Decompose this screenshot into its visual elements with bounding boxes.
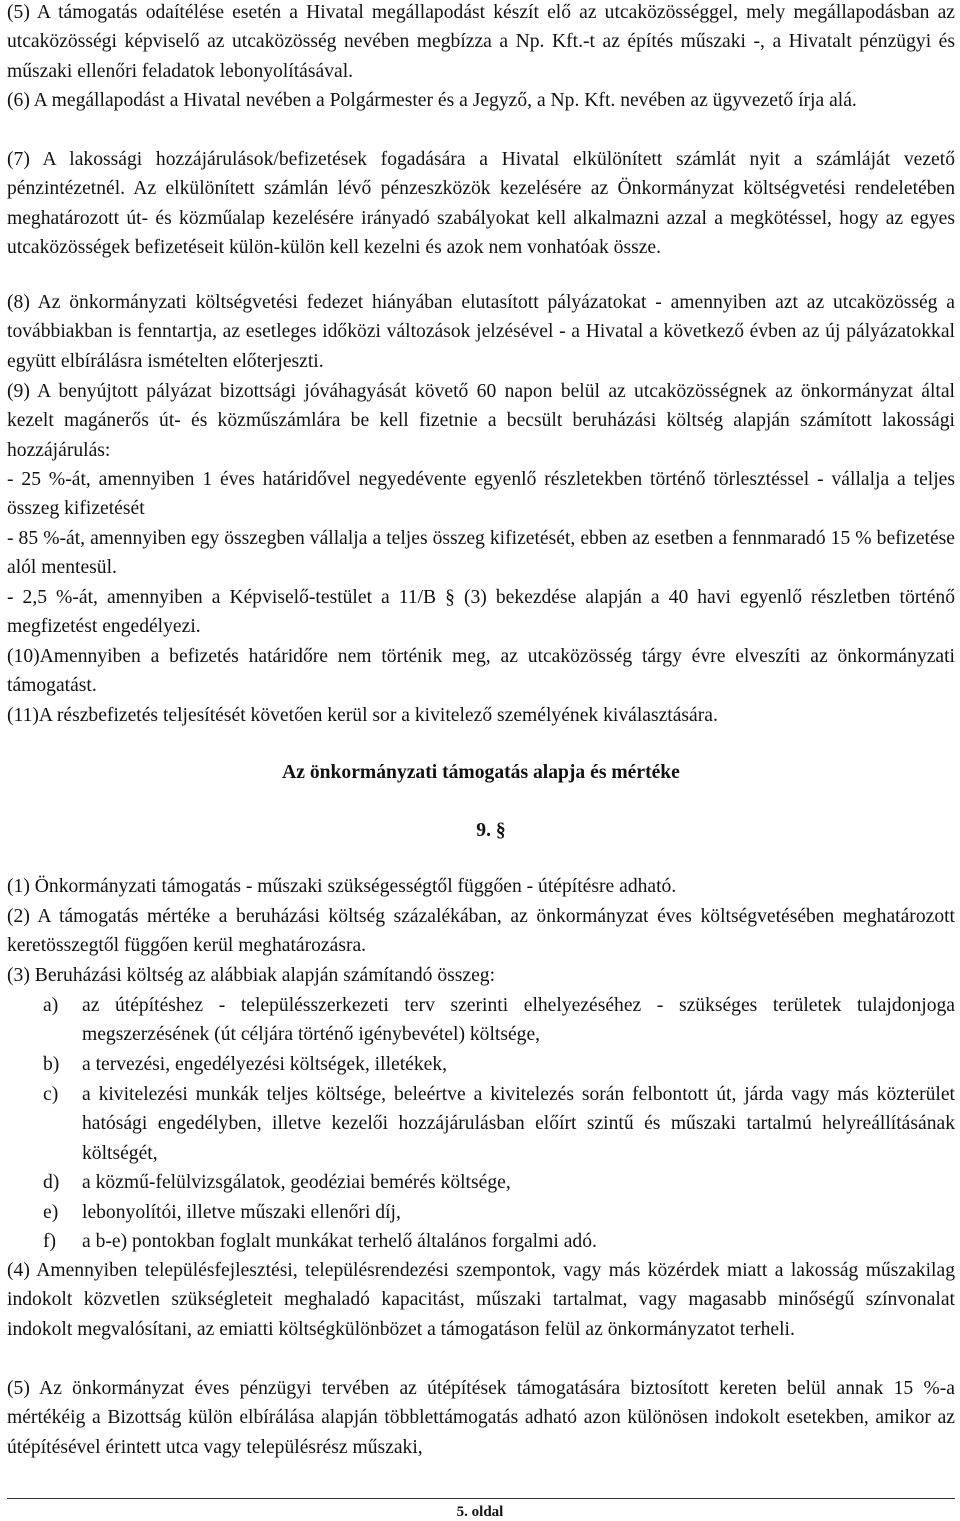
paragraph-8-9: (9) A benyújtott pályázat bizottsági jóváhagyását követő 60 napon belül az utcaközösségnek az önkormányzat által kezelt magánerős út- és közműszámlára be kell fizetnie a becsült beruházási költség alapján számított lakossági hozzájárulás: <box>7 381 955 461</box>
list-marker: d) <box>43 1172 60 1193</box>
list-marker: f) <box>43 1231 57 1252</box>
list-text: a kivitelezési munkák teljes költsége, beleértve a kivitelezés során felbontott út, járda vagy más közterület hatósági engedélyben, illetve kezelői hozzájárulásban előírt szintű és műszaki tartalmú helyreállításának költségét, <box>82 1084 955 1164</box>
page-number: 5. oldal <box>456 1504 504 1520</box>
section-heading: Az önkormányzati támogatás alapja és mértéke <box>282 762 680 783</box>
paragraph-9-3: (3) Beruházási költség az alábbiak alapján számítandó összeg: <box>7 965 496 986</box>
paragraph-8-5: (5) A támogatás odaítélése esetén a Hivatal megállapodást készít elő az utcaközösséggel, mely megállapodásban az utcaközösségi képviselő az utcaközösség nevében megbízza a Np. Kft.-t az építés műszaki -, a Hivatalt pénzügyi és műszaki ellenőri feladatok lebonyolításával. <box>7 2 955 82</box>
paragraph-8-7: (7) A lakossági hozzájárulások/befizetések fogadására a Hivatal elkülönített számlát nyit a számláját vezető pénzintézetnél. Az elkülönített számlán lévő pénzeszközök kezelésére az Önkormányzat költségvetési rendeletében meghatározott út- és közműalap kezelésére irányadó szabályokat kell alkalmazni azzal a megkötéssel, hogy az egyes utcaközösségek befizetéseit külön-külön kell kezelni és azok nem vonhatóak össze. <box>7 149 955 259</box>
footer-divider <box>7 1498 955 1499</box>
list-text: a b-e) pontokban foglalt munkákat terhelő általános forgalmi adó. <box>82 1231 597 1252</box>
paragraph-8-6: (6) A megállapodást a Hivatal nevében a Polgármester és a Jegyző, a Np. Kft. nevében az ügyvezető írja alá. <box>7 90 857 111</box>
list-text: lebonyolítói, illetve műszaki ellenőri díj, <box>82 1202 401 1223</box>
paragraph-8-9-option-2-5: - 2,5 %-át, amennyiben a Képviselő-testület a 11/B § (3) bekezdése alapján a 40 havi egyenlő részletben történő megfizetést engedélyezi. <box>7 587 955 638</box>
paragraph-8-9-option-85: - 85 %-át, amennyiben egy összegben vállalja a teljes összeg kifizetését, ebben az esetben a fennmaradó 15 % befizetése alól mentesül. <box>7 528 955 579</box>
list-text: a tervezési, engedélyezési költségek, illetékek, <box>82 1054 448 1075</box>
list-text: az útépítéshez - településszerkezeti terv szerinti elhelyezéséhez - szükséges területek tulajdonjoga megszerzésének (út céljára történő igénybevétel) költsége, <box>82 995 955 1046</box>
paragraph-9-2: (2) A támogatás mértéke a beruházási költség százalékában, az önkormányzat éves költségvetésében meghatározott keretösszegtől függően kerül meghatározásra. <box>7 906 955 957</box>
list-marker: e) <box>43 1202 59 1223</box>
paragraph-9-4: (4) Amennyiben településfejlesztési, településrendezési szempontok, vagy más közérdek miatt a lakosság műszakilag indokolt közvetlen szükségleteit meghaladó kapacitást, műszaki tartalmat, vagy magasabb minőségű színvonalat indokolt megvalósítani, az emiatti költségkülönbözet a támogatáson felül az önkormányzatot terheli. <box>7 1260 955 1340</box>
section-number: 9. § <box>476 820 506 841</box>
paragraph-9-5: (5) Az önkormányzat éves pénzügyi tervében az útépítések támogatására biztosított kereten belül annak 15 %-a mértékéig a Bizottság külön elbírálása alapján többlettámogatás adható azon különösen indokolt esetekben, amikor az útépítésével érintett utca vagy településrész műszaki, <box>7 1378 955 1458</box>
list-marker: c) <box>43 1084 59 1105</box>
list-text: a közmű-felülvizsgálatok, geodéziai bemérés költsége, <box>82 1172 511 1193</box>
paragraph-8-11: (11)A részbefizetés teljesítését követően kerül sor a kivitelező személyének kiválasztására. <box>7 705 718 726</box>
paragraph-8-9-option-25: - 25 %-át, amennyiben 1 éves határidővel negyedévente egyenlő részletekben történő törlesztéssel - vállalja a teljes összeg kifizetését <box>7 469 955 520</box>
list-marker: b) <box>43 1054 60 1075</box>
paragraph-8-10: (10)Amennyiben a befizetés határidőre nem történik meg, az utcaközösség tárgy évre elveszíti az önkormányzati támogatást. <box>7 646 955 697</box>
paragraph-8-8: (8) Az önkormányzati költségvetési fedezet hiányában elutasított pályázatokat - amennyiben azt az utcaközösség a továbbiakban is fenntartja, az esetleges időközi változások jelzésével - a Hivatal a következő évben az új pályázatokkal együtt elbírálásra ismételten előterjeszti. <box>7 292 955 372</box>
paragraph-9-1: (1) Önkormányzati támogatás - műszaki szükségességtől függően - útépítésre adható. <box>7 876 677 897</box>
list-marker: a) <box>43 995 59 1016</box>
